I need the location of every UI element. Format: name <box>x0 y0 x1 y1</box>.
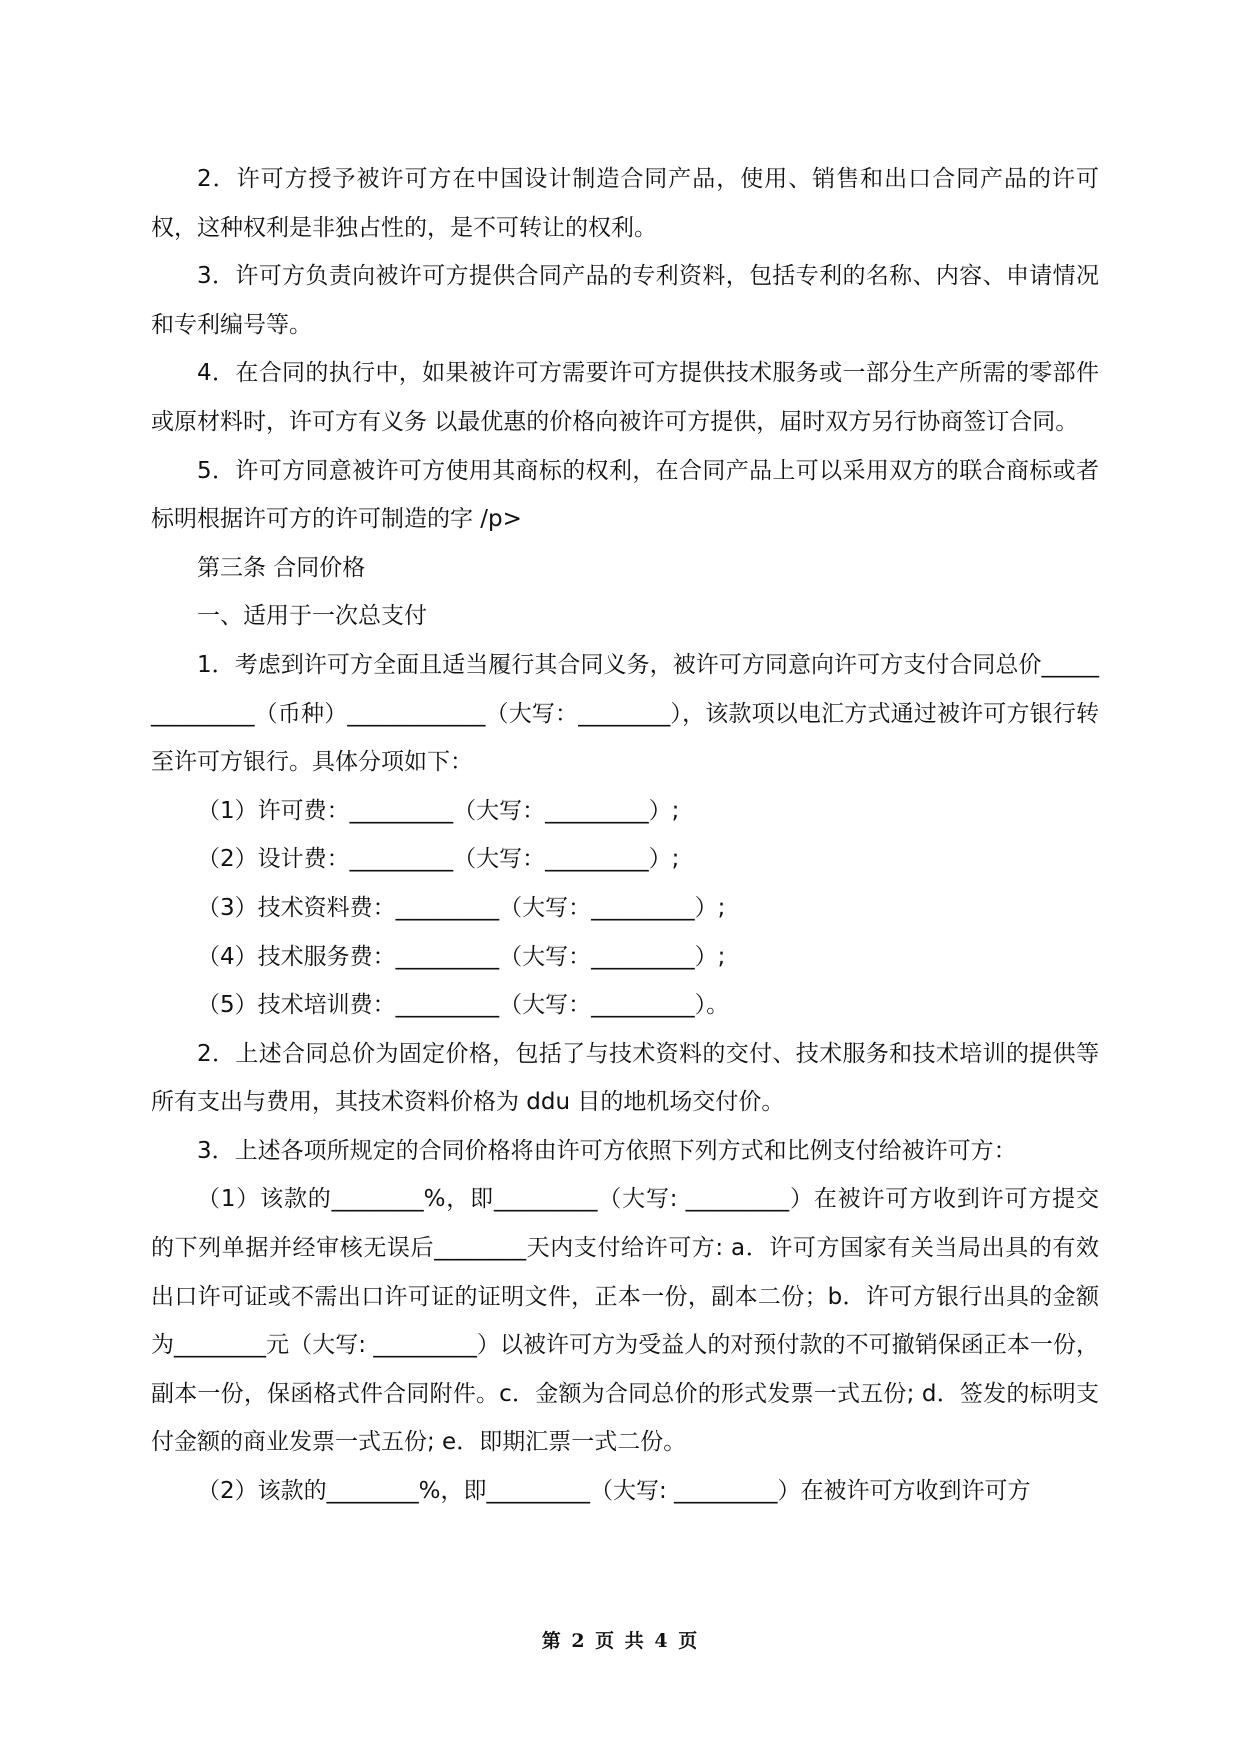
paragraph-payment-part-2: （2）该款的________%，即_________（大写: _________）在被许可方收到许可方 <box>197 1478 1031 1505</box>
paragraph-clause-2: 2．许可方授予被许可方在中国设计制造合同产品，使用、销售和出口合同产品的许可权，这种权利是非独占性的，是不可转让的权利。 <box>151 166 1099 241</box>
list-item-tech-service-fee: （4）技术服务费：_________（大写：_________）; <box>197 943 726 970</box>
list-item-tech-training-fee: （5）技术培训费：_________（大写：_________）。 <box>197 992 730 1019</box>
paragraph-payment-method: 3．上述各项所规定的合同价格将由许可方依照下列方式和比例支付给被许可方： <box>197 1137 1017 1164</box>
paragraph-fixed-price: 2．上述合同总价为固定价格，包括了与技术资料的交付、技术服务和技术培训的提供等所有支出与费用，其技术资料价格为 ddu 目的地机场交付价。 <box>151 1040 1099 1116</box>
paragraph-payment-part-1: （1）该款的________%，即_________（大写: _________）在被许可方收到许可方提交的下列单据并经审核无误后________天内支付给许可方: a．许可方国家有关当局出具的有效出口许可证或不需出口许可证的证明文件，正本一份，副本二份；b．许可方银行出具的金额为________元（大写: _________）以被许可方为受益人的对预付款的不可撤销保函正本一份，副本一份，保函格式件合同附件。c．金额为合同总价的形式发票一式五份; d．签发的标明支付金额的商业发票一式五份; e．即期汇票一式二份。 <box>151 1186 1099 1456</box>
subsection-heading-lump-sum: 一、适用于一次总支付 <box>197 603 427 630</box>
paragraph-clause-5: 5．许可方同意被许可方使用其商标的权利，在合同产品上可以采用双方的联合商标或者标明根据许可方的许可制造的字 /p> <box>151 457 1099 533</box>
paragraph-total-price: 1．考虑到许可方全面且适当履行其合同义务，被许可方同意向许可方支付合同总价______________（币种）____________（大写：________），该款项以电汇方式通过被许可方银行转至许可方银行。具体分项如下： <box>151 651 1099 776</box>
paragraph-clause-4: 4．在合同的执行中，如果被许可方需要许可方提供技术服务或一部分生产所需的零部件或原材料时，许可方有义务 以最优惠的价格向被许可方提供，届时双方另行协商签订合同。 <box>151 360 1099 435</box>
list-item-tech-docs-fee: （3）技术资料费：_________（大写：_________）; <box>197 894 726 921</box>
list-item-design-fee: （2）设计费：_________（大写：_________）; <box>197 846 680 873</box>
document-body <box>151 155 1099 1516</box>
list-item-license-fee: （1）许可费：_________（大写：_________）; <box>197 797 680 824</box>
paragraph-clause-3: 3．许可方负责向被许可方提供合同产品的专利资料，包括专利的名称、内容、申请情况和专利编号等。 <box>151 263 1099 338</box>
page-number-footer: 第 2 页 共 4 页 <box>541 1630 700 1652</box>
section-heading-article-3: 第三条 合同价格 <box>197 554 366 581</box>
